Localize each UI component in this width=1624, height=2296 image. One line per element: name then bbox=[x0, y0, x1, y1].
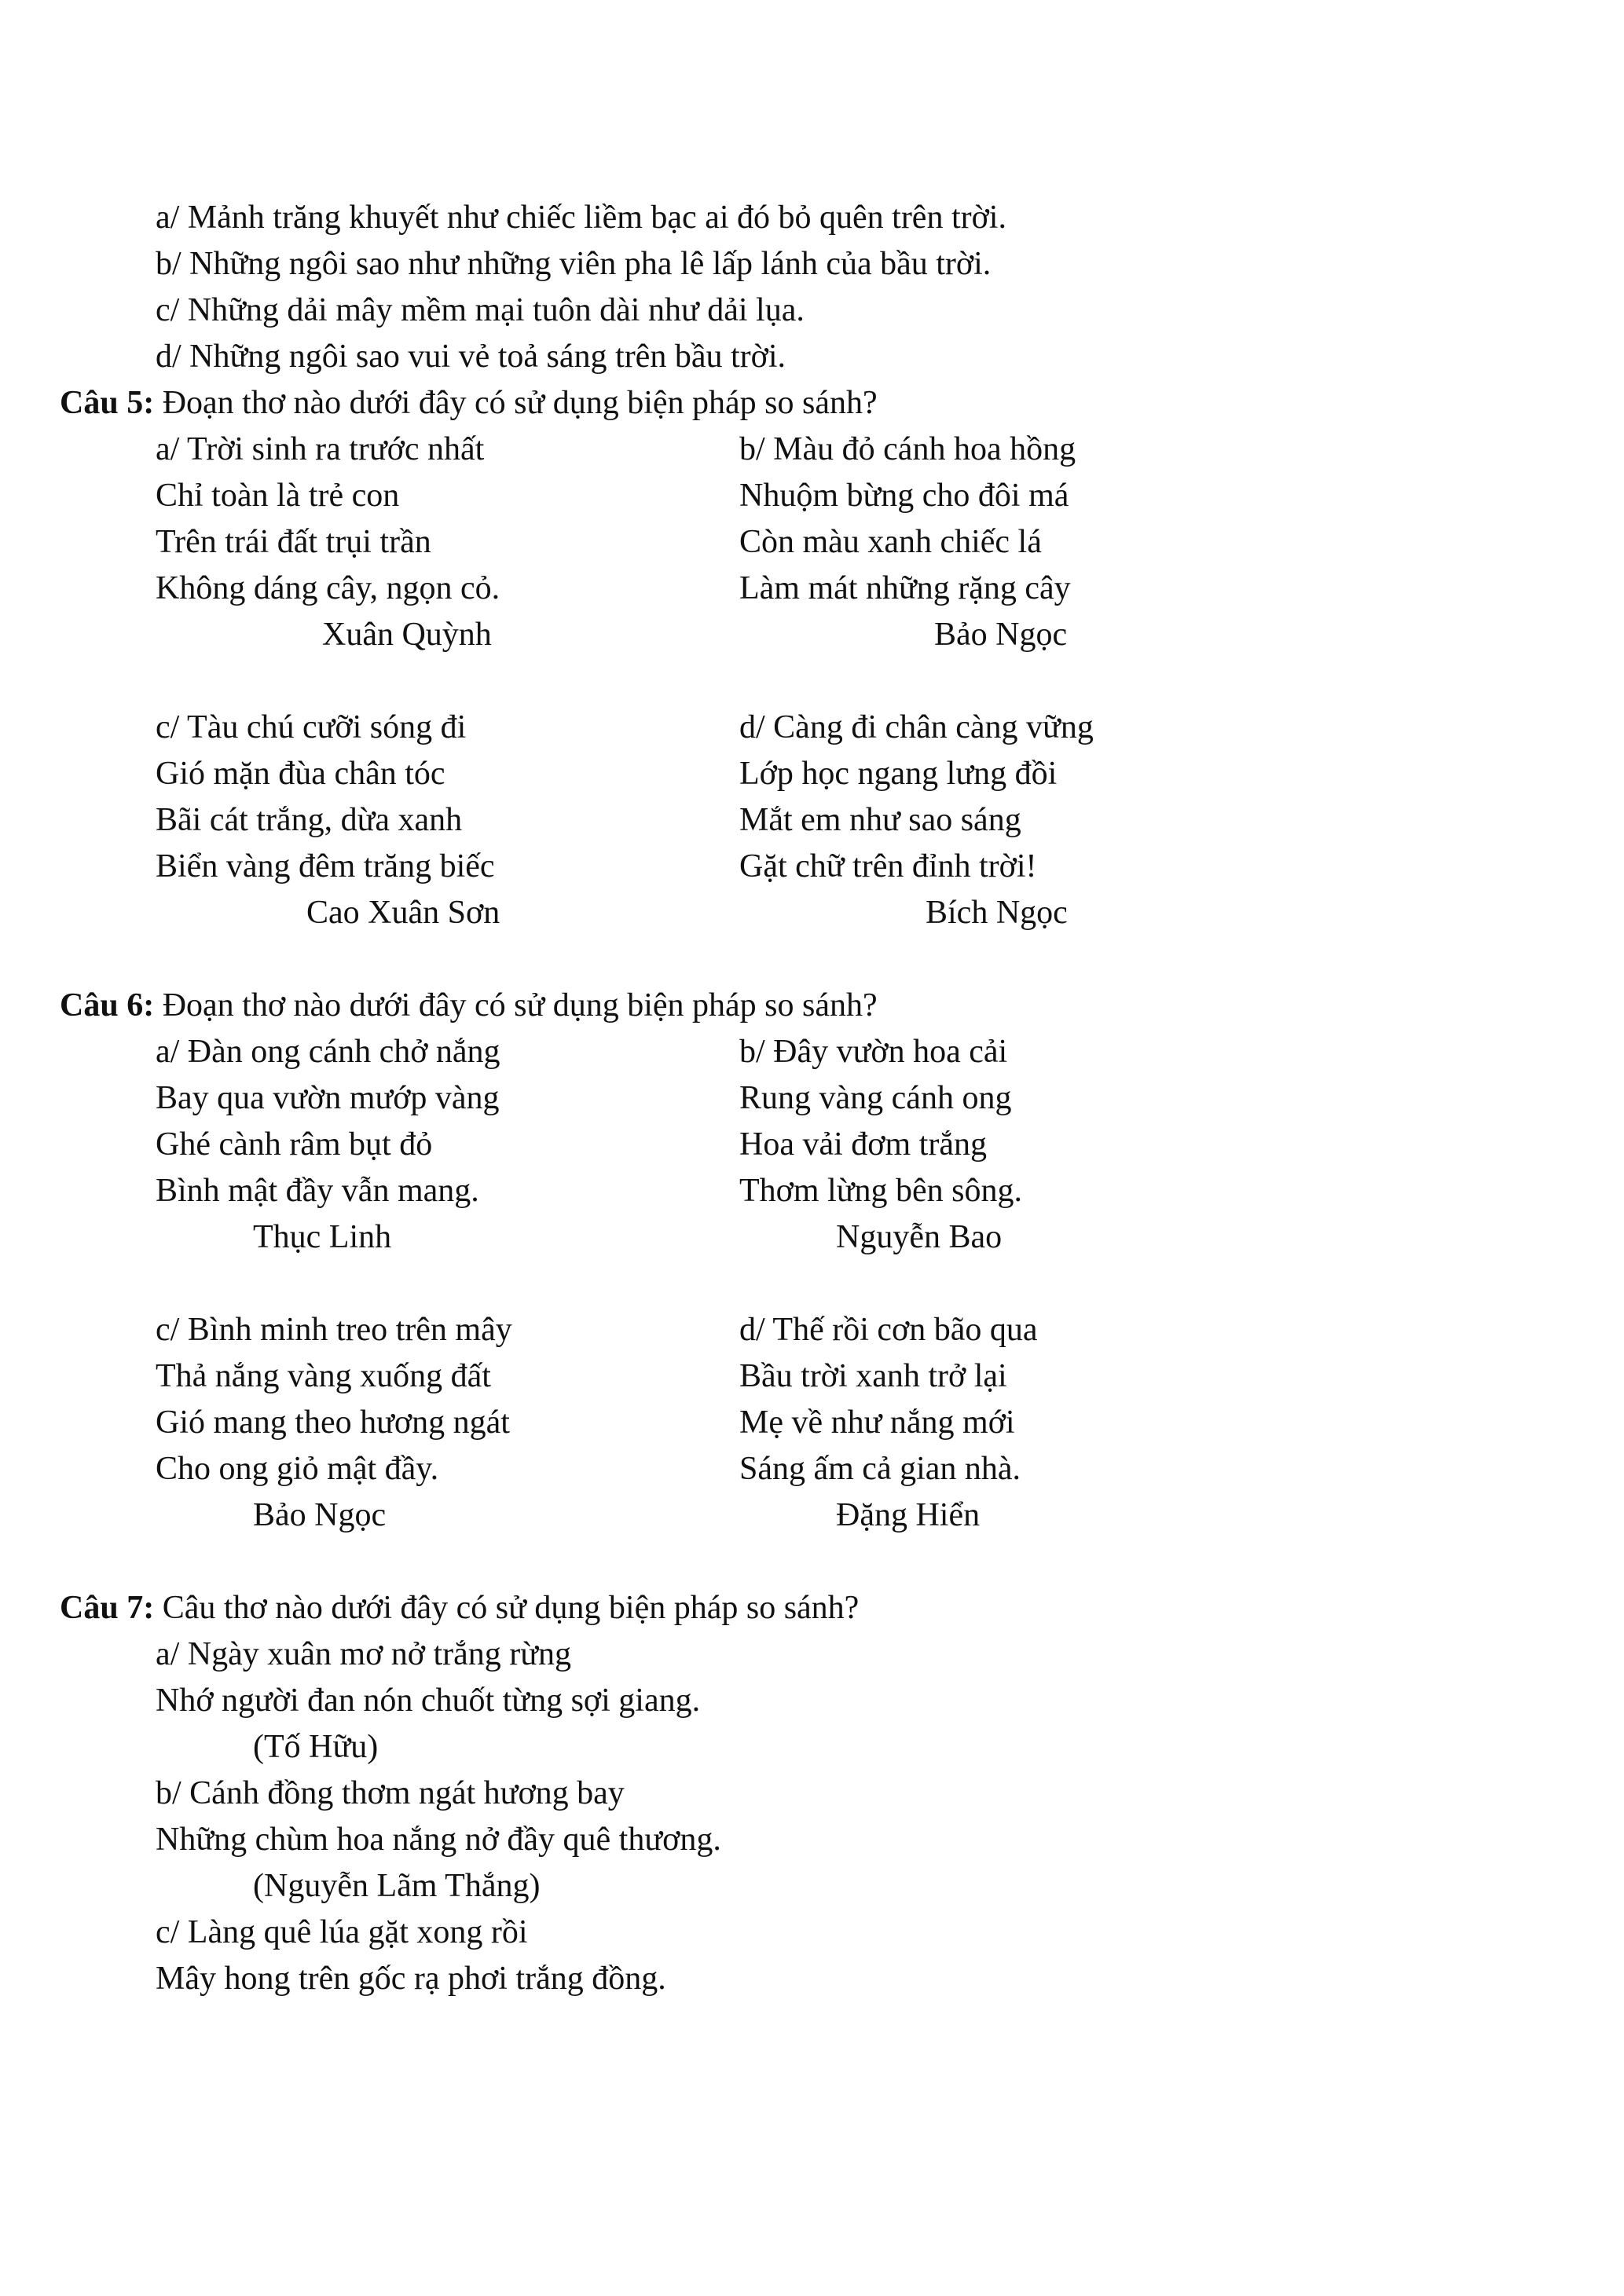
question-7-text: Câu thơ nào dưới đây có sử dụng biện pháp so sánh? bbox=[154, 1590, 860, 1626]
question-5-text: Đoạn thơ nào dưới đây có sử dụng biện pháp so sánh? bbox=[154, 385, 878, 421]
q6-poem-a-author: Thục Linh bbox=[253, 1219, 392, 1255]
q7-option-c-line-1: c/ Làng quê lúa gặt xong rồi bbox=[156, 1914, 528, 1950]
question-7 bbox=[60, 1588, 859, 1628]
q5-poem-c-author: Cao Xuân Sơn bbox=[306, 895, 500, 931]
q5-poem-a-line-4: Không dáng cây, ngọn cỏ. bbox=[156, 570, 500, 606]
q5-poem-b-author: Bảo Ngọc bbox=[934, 617, 1068, 653]
question-6-text: Đoạn thơ nào dưới đây có sử dụng biện pháp so sánh? bbox=[154, 987, 878, 1023]
intro-option-c: c/ Những dải mây mềm mại tuôn dài như dải lụa. bbox=[156, 292, 805, 328]
q6-poem-b-line-4: Thơm lừng bên sông. bbox=[739, 1173, 1022, 1209]
intro-option-a: a/ Mảnh trăng khuyết như chiếc liềm bạc ai đó bỏ quên trên trời. bbox=[156, 200, 1006, 236]
intro-option-d: d/ Những ngôi sao vui vẻ toả sáng trên bầu trời. bbox=[156, 339, 786, 375]
question-5-label: Câu 5: bbox=[60, 385, 155, 421]
q7-option-a-line-2: Nhớ người đan nón chuốt từng sợi giang. bbox=[156, 1683, 701, 1719]
question-7-label: Câu 7: bbox=[60, 1590, 155, 1626]
q5-poem-a-line-1: a/ Trời sinh ra trước nhất bbox=[156, 431, 485, 467]
q7-option-b-author: (Nguyễn Lãm Thắng) bbox=[253, 1868, 541, 1904]
q5-poem-d-line-1: d/ Càng đi chân càng vững bbox=[739, 709, 1094, 745]
q5-poem-c-line-1: c/ Tàu chú cưỡi sóng đi bbox=[156, 709, 467, 745]
q6-poem-a-line-1: a/ Đàn ong cánh chở nắng bbox=[156, 1034, 500, 1070]
q5-poem-b-line-4: Làm mát những rặng cây bbox=[739, 570, 1071, 606]
q6-poem-b-line-1: b/ Đây vườn hoa cải bbox=[739, 1034, 1008, 1070]
intro-option-b: b/ Những ngôi sao như những viên pha lê lấp lánh của bầu trời. bbox=[156, 246, 992, 282]
q6-poem-c-author: Bảo Ngọc bbox=[253, 1497, 387, 1533]
q6-poem-d-line-1: d/ Thế rồi cơn bão qua bbox=[739, 1312, 1038, 1348]
question-5 bbox=[60, 383, 878, 423]
q7-option-a-line-1: a/ Ngày xuân mơ nở trắng rừng bbox=[156, 1636, 572, 1672]
q5-poem-d-line-2: Lớp học ngang lưng đồi bbox=[739, 756, 1058, 792]
q5-poem-c-line-3: Bãi cát trắng, dừa xanh bbox=[156, 802, 463, 838]
q5-poem-d-line-4: Gặt chữ trên đỉnh trời! bbox=[739, 848, 1037, 884]
q5-poem-b-line-1: b/ Màu đỏ cánh hoa hồng bbox=[739, 431, 1076, 467]
q5-poem-d-line-3: Mắt em như sao sáng bbox=[739, 802, 1021, 838]
q5-poem-c-line-4: Biển vàng đêm trăng biếc bbox=[156, 848, 495, 884]
q6-poem-d-line-3: Mẹ về như nắng mới bbox=[739, 1404, 1015, 1441]
q6-poem-c-line-1: c/ Bình minh treo trên mây bbox=[156, 1312, 512, 1348]
q6-poem-a-line-2: Bay qua vườn mướp vàng bbox=[156, 1080, 500, 1116]
q5-poem-a-line-2: Chỉ toàn là trẻ con bbox=[156, 478, 400, 514]
q6-poem-a-line-3: Ghé cành râm bụt đỏ bbox=[156, 1126, 433, 1163]
q6-poem-d-author: Đặng Hiển bbox=[836, 1497, 981, 1533]
q7-option-a-author: (Tố Hữu) bbox=[253, 1729, 379, 1765]
q6-poem-a-line-4: Bình mật đầy vẫn mang. bbox=[156, 1173, 479, 1209]
q6-poem-d-line-2: Bầu trời xanh trở lại bbox=[739, 1358, 1007, 1394]
q6-poem-c-line-2: Thả nắng vàng xuống đất bbox=[156, 1358, 491, 1394]
q7-option-c-line-2: Mây hong trên gốc rạ phơi trắng đồng. bbox=[156, 1961, 666, 1997]
q7-option-b-line-2: Những chùm hoa nắng nở đầy quê thương. bbox=[156, 1822, 721, 1858]
q6-poem-c-line-3: Gió mang theo hương ngát bbox=[156, 1404, 510, 1441]
question-6-label: Câu 6: bbox=[60, 987, 155, 1023]
q5-poem-b-line-2: Nhuộm bừng cho đôi má bbox=[739, 478, 1069, 514]
q7-option-b-line-1: b/ Cánh đồng thơm ngát hương bay bbox=[156, 1775, 625, 1811]
question-6 bbox=[60, 986, 878, 1025]
q5-poem-a-line-3: Trên trái đất trụi trần bbox=[156, 524, 431, 560]
q5-poem-a-author: Xuân Quỳnh bbox=[322, 617, 492, 653]
q6-poem-b-line-3: Hoa vải đơm trắng bbox=[739, 1126, 987, 1163]
q5-poem-c-line-2: Gió mặn đùa chân tóc bbox=[156, 756, 445, 792]
q5-poem-d-author: Bích Ngọc bbox=[926, 895, 1068, 931]
q6-poem-b-author: Nguyễn Bao bbox=[836, 1219, 1003, 1255]
q6-poem-d-line-4: Sáng ấm cả gian nhà. bbox=[739, 1451, 1021, 1487]
q6-poem-b-line-2: Rung vàng cánh ong bbox=[739, 1080, 1012, 1116]
q5-poem-b-line-3: Còn màu xanh chiếc lá bbox=[739, 524, 1042, 560]
q6-poem-c-line-4: Cho ong giỏ mật đầy. bbox=[156, 1451, 439, 1487]
